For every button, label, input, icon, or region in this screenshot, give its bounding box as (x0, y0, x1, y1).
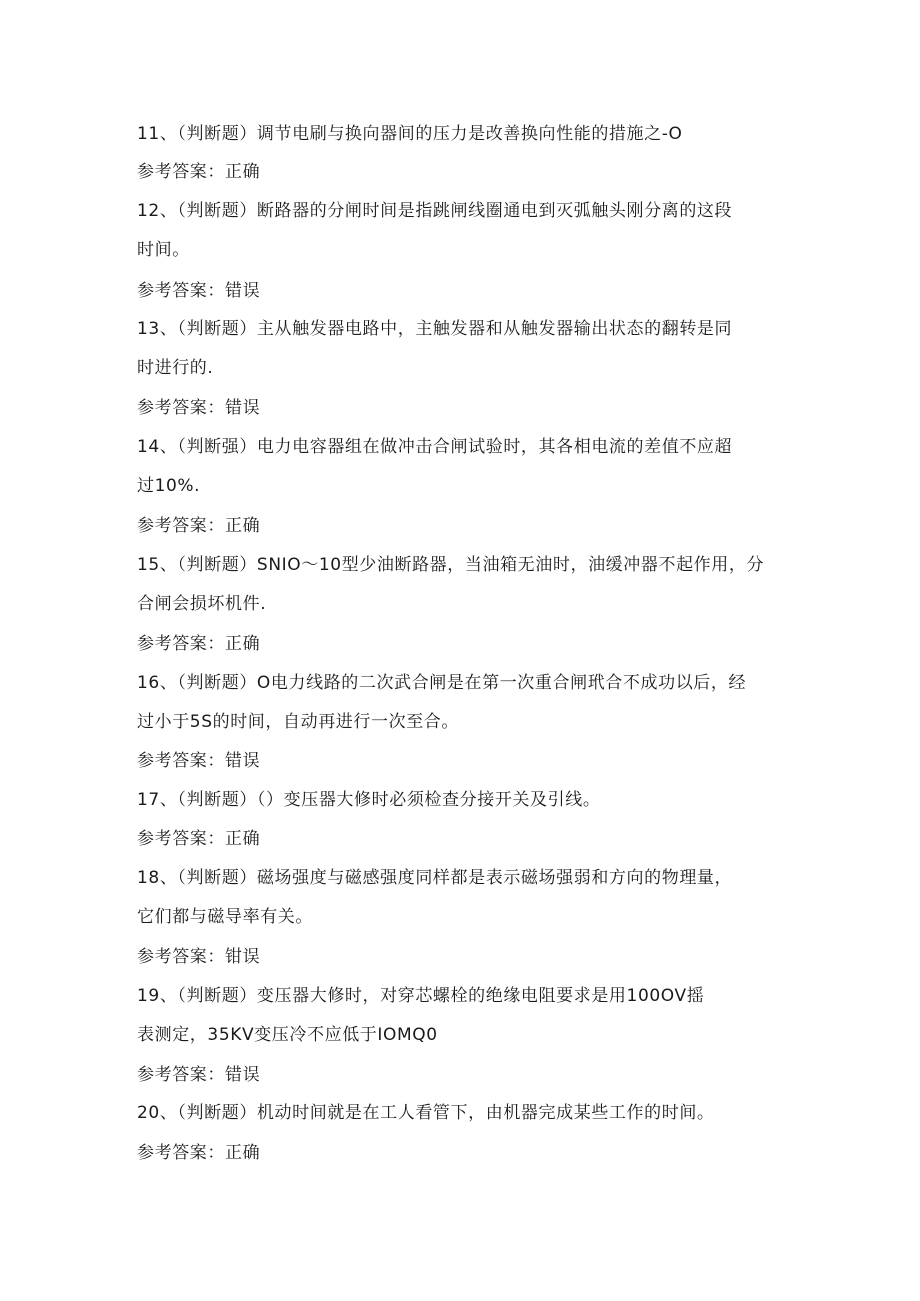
question-19-text: 19、（判断题）变压器大修时，对穿芯螺栓的绝缘电阻要求是用100OV摇 (137, 986, 705, 1006)
question-20-answer: 参考答案：正确 (137, 1143, 261, 1163)
question-13-text-cont: 时进行的. (137, 358, 214, 378)
question-16-answer: 参考答案：错误 (137, 751, 261, 771)
question-13-answer: 参考答案：错误 (137, 398, 261, 418)
question-12-answer: 参考答案：错误 (137, 281, 261, 301)
question-12-text: 12、（判断题）断路器的分闸时间是指跳闸线圈通电到灭弧触头刚分离的这段 (137, 201, 733, 221)
question-14-answer: 参考答案：正确 (137, 516, 261, 536)
question-11-answer: 参考答案：正确 (137, 162, 261, 182)
question-18-text-cont: 它们都与磁导率有关。 (137, 907, 313, 927)
question-14-text-cont: 过10%. (137, 476, 201, 496)
question-18-answer: 参考答案：钳误 (137, 947, 261, 967)
question-17-text: 17、（判断题）（）变压器大修时必须检查分接开关及引线。 (137, 790, 601, 810)
question-11-text: 11、（判断题）调节电刷与换向器间的压力是改善换向性能的措施之-O (137, 124, 683, 144)
question-13-text: 13、（判断题）主从触发器电路中，主触发器和从触发器输出状态的翻转是同 (137, 319, 733, 339)
question-17-answer: 参考答案：正确 (137, 829, 261, 849)
question-19-text-cont: 表测定，35KV变压冷不应低于IOMQ0 (137, 1025, 438, 1045)
question-16-text: 16、（判断题）O电力线路的二次武合闸是在第一次重合闸玳合不成功以后，经 (137, 673, 747, 693)
question-20-text: 20、（判断题）机动时间就是在工人看管下，由机器完成某些工作的时间。 (137, 1103, 715, 1123)
question-15-answer: 参考答案：正确 (137, 634, 261, 654)
question-18-text: 18、（判断题）磁场强度与磁感强度同样都是表示磁场强弱和方向的物理量， (137, 868, 733, 888)
question-15-text-cont: 合闸会损坏机件. (137, 594, 267, 614)
question-14-text: 14、（判断强）电力电容器组在做冲击合闸试验时，其各相电流的差值不应超 (137, 437, 733, 457)
question-12-text-cont: 时间。 (137, 240, 190, 260)
question-15-text: 15、（判断题）SNIO～10型少油断路器，当油箱无油时，油缓冲器不起作用，分 (137, 555, 765, 575)
question-19-answer: 参考答案：错误 (137, 1065, 261, 1085)
question-16-text-cont: 过小于5S的时间，自动再进行一次至合。 (137, 712, 460, 732)
